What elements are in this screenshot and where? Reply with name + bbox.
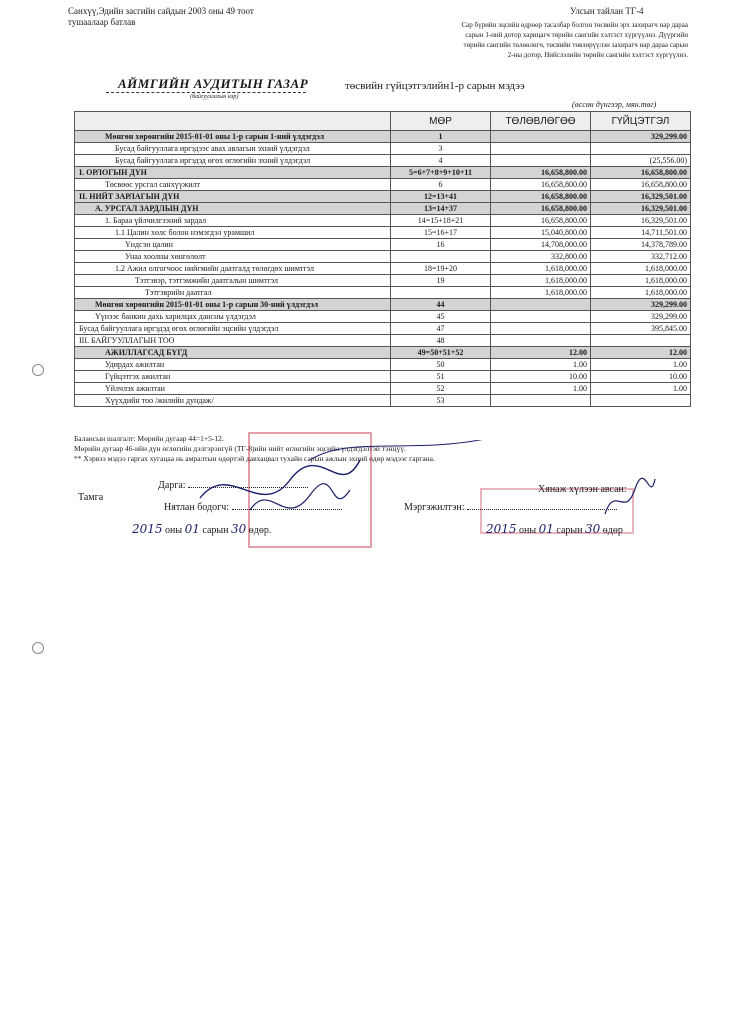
accountant-label: Нятлан бодогч: [164,502,230,513]
row-code: 15=16+17 [391,227,491,239]
row-label: II. НИЙТ ЗАРЛАГЫН ДҮН [75,191,391,203]
row-plan-value: 16,658,800.00 [491,191,591,203]
table-row [75,371,691,383]
stamp-label: Тамга [78,492,104,503]
row-plan-value [491,335,591,347]
reviewer-signature [600,474,660,524]
date-text: сарын [202,525,229,536]
balance-check-note: Балансын шалгалт: Мөрийн дугаар 44=1+5-12. [74,434,224,443]
row-actual-value [591,395,691,407]
organization-caption: (байгууллагын нэр) [190,94,239,100]
table-row [75,239,691,251]
row-label: Удирдах ажилтан [75,359,391,371]
table-row [75,227,691,239]
row-label: 1.2 Ажил олгогчоос нийгмийн даатгалд төлөгдөх шимтгэл [75,263,391,275]
handwritten-signatures [190,440,510,540]
month-handwritten: 01 [538,522,554,536]
row-label: Мөнгөн хөрөнгийн 2015-01-01 оны 1-р сарын 30-ний үлдэгдэл [75,299,391,311]
row-plan-value: 10.00 [491,371,591,383]
row-code: 3 [391,143,491,155]
table-row [75,299,691,311]
units-note: (өссөн дүнгээр, мян.төг) [572,100,657,109]
director-label: Дарга: [158,480,186,491]
row-code [391,287,491,299]
row-plan-value: 1,618,000.00 [491,287,591,299]
row-plan-value: 12.00 [491,347,591,359]
table-row [75,203,691,215]
row-label: Бусад байгууллага иргэдэд өгөх өглөгийн эцсийн үлдэгдэл [75,323,391,335]
row-plan-value: 14,708,000.00 [491,239,591,251]
date-text: өдөр. [248,525,272,536]
organization-underline [106,92,306,93]
row-actual-value: 12.00 [591,347,691,359]
row-code: 49=50+51+52 [391,347,491,359]
row-label: Хүүхдийн тоо /жилийн дундаж/ [75,395,391,407]
row-label: Тэтгэвэр, тэтгэмжийн даатгалын шимтгэл [75,275,391,287]
row-actual-value: 1,618,000.00 [591,275,691,287]
row-code: 12=13+41 [391,191,491,203]
row-code: 5=6+7+8+9+10+11 [391,167,491,179]
row-plan-value: 332,800.00 [491,251,591,263]
organization-name: АЙМГИЙН АУДИТЫН ГАЗАР [118,76,309,91]
table-row [75,215,691,227]
table-row [75,359,691,371]
date-text: өдөр [602,525,623,536]
row-plan-value: 16,658,800.00 [491,215,591,227]
table-row [75,287,691,299]
row-actual-value: 1.00 [591,359,691,371]
row-plan-value [491,323,591,335]
row-label: 1. Бараа үйлчилгээний зардал [75,215,391,227]
row-actual-value: 16,329,501.00 [591,203,691,215]
year-handwritten: 2015 [486,522,517,536]
payables-note: Мөрийн дугаар 46-ийн дүн өглөгийн дэлгэрэнгүй (ТГ-8)ийн нийт өглөгийн эцсийн үлдэгдэлтэй тэнцүү. [74,444,406,453]
row-plan-value: 16,658,800.00 [491,203,591,215]
row-code: 53 [391,395,491,407]
submission-note-line: төрийн сангийн төлөөлөгч, төсвийн төвлөрүүлэн захирагч нар дараа сарын [463,41,688,49]
document-title: төсвийн гүйцэтгэлийн1-р сарын мэдээ [345,80,525,92]
row-label: Бусад байгууллага иргэдээс авах авлагын эхний үлдэгдэл [75,143,391,155]
year-handwritten: 2015 [132,522,163,536]
row-plan-value: 1,618,000.00 [491,275,591,287]
row-actual-value [591,143,691,155]
row-code: 51 [391,371,491,383]
table-row [75,251,691,263]
approval-line-1: Санхүү,Эдийн засгийн сайдын 2003 оны 49 тоот [68,6,254,16]
table-row [75,275,691,287]
table-row [75,263,691,275]
row-plan-value [491,131,591,143]
month-handwritten: 01 [184,522,200,536]
row-label: III. БАЙГУУЛЛАГЫН ТОО [75,335,391,347]
row-actual-value: 1,618,000.00 [591,263,691,275]
table-row [75,167,691,179]
row-plan-value [491,143,591,155]
punch-hole [32,364,44,376]
day-handwritten: 30 [584,522,601,536]
date-text: оны [165,525,183,536]
table-row [75,383,691,395]
row-actual-value: 14,378,789.00 [591,239,691,251]
row-plan-value [491,155,591,167]
row-actual-value: 1,618,000.00 [591,287,691,299]
row-label: Мөнгөн хөрөнгийн 2015-01-01 оны 1-р сарын 1-ний үлдэгдэл [75,131,391,143]
table-row [75,335,691,347]
column-header: МӨР [391,112,491,131]
row-code: 16 [391,239,491,251]
budget-performance-table [74,111,691,407]
row-label: Гүйцэтгэх ажилтан [75,371,391,383]
column-header: ТӨЛӨВЛӨГӨӨ [491,112,591,131]
row-actual-value: (25,556.00) [591,155,691,167]
row-plan-value: 1.00 [491,383,591,395]
form-code: Улсын тайлан ТГ-4 [570,6,644,16]
row-plan-value [491,395,591,407]
row-plan-value: 16,658,800.00 [491,179,591,191]
table-row [75,155,691,167]
row-label: 1.1 Цалин хөлс болон нэмэгдэл урамшил [75,227,391,239]
row-plan-value: 16,658,800.00 [491,167,591,179]
row-code: 14=15+18+21 [391,215,491,227]
column-header: ГҮЙЦЭТГЭЛ [591,112,691,131]
table-header-row [75,112,691,131]
approval-note [68,6,254,28]
column-header [75,112,391,131]
table-row [75,347,691,359]
row-plan-value [491,299,591,311]
row-label: Бусад байгууллага иргэдэд өгөх өглөгийн эхний үлдэгдэл [75,155,391,167]
row-actual-value: 395,845.00 [591,323,691,335]
row-code: 6 [391,179,491,191]
row-actual-value: 16,329,501.00 [591,215,691,227]
date-text: оны [519,525,537,536]
row-label: АЖИЛЛАГСАД БҮГД [75,347,391,359]
row-actual-value: 329,299.00 [591,131,691,143]
table-row [75,311,691,323]
day-handwritten: 30 [230,522,247,536]
submission-note-line: 2-ны дотор, Нийслэлийн төрийн сангийн хэлтэст хүргүүлнэ. [507,51,688,59]
row-plan-value [491,311,591,323]
row-actual-value: 16,329,501.00 [591,191,691,203]
row-code: 52 [391,383,491,395]
row-code: 19 [391,275,491,287]
row-actual-value: 16,658,800.00 [591,179,691,191]
row-label: Үндсэн цалин [75,239,391,251]
table-row [75,131,691,143]
row-plan-value: 1.00 [491,359,591,371]
date-text: сарын [556,525,583,536]
row-code: 4 [391,155,491,167]
row-actual-value: 329,299.00 [591,311,691,323]
row-label: Тэтгэврийн даатгал [75,287,391,299]
table-row [75,179,691,191]
row-actual-value [591,335,691,347]
specialist-label: Мэргэжилтэн: [404,502,465,513]
row-code [391,251,491,263]
row-label: А. УРСГАЛ ЗАРДЛЫН ДҮН [75,203,391,215]
table-row [75,395,691,407]
row-code: 18=19+20 [391,263,491,275]
row-actual-value: 10.00 [591,371,691,383]
submission-note [388,20,688,60]
row-code: 47 [391,323,491,335]
row-label: I. ОРЛОГЫН ДҮН [75,167,391,179]
row-plan-value: 15,040,800.00 [491,227,591,239]
reviewer-label: Хянаж хүлээн авсан: [538,484,627,495]
row-actual-value: 14,711,501.00 [591,227,691,239]
row-actual-value: 16,658,800.00 [591,167,691,179]
holiday-note: ** Хэрвээ мэдээ гаргах хугацаа нь амралтын өдөртэй давхацвал тухайн сарын ажлын эхний өдөр мэдээг гаргана. [74,454,435,463]
table-row [75,323,691,335]
row-plan-value: 1,618,000.00 [491,263,591,275]
row-label: Төсвөөс урсгал санхүүжилт [75,179,391,191]
submission-note-line: сарын 1-ний дотор харицагч төрийн сангийн хэлтэст хүргүүлнэ. Дүүргийн [465,31,688,39]
row-label: Үйлчлэх ажилтан [75,383,391,395]
row-code: 13=14+37 [391,203,491,215]
row-actual-value: 329,299.00 [591,299,691,311]
punch-hole [32,642,44,654]
row-label: Унаа хоолны хөнгөлөлт [75,251,391,263]
table-row [75,191,691,203]
row-code: 50 [391,359,491,371]
row-code: 1 [391,131,491,143]
row-code: 44 [391,299,491,311]
row-code: 45 [391,311,491,323]
row-actual-value: 1.00 [591,383,691,395]
submission-note-line: Сар бүрийн эцсийн өдрөөр тасалбар болгон төсвийн эрх захирагч нар дараа [461,21,688,29]
row-code: 48 [391,335,491,347]
table-row [75,143,691,155]
row-label: Үүнээс банкин дахь харилцах дансны үлдэгдэл [75,311,391,323]
row-actual-value: 332,712.00 [591,251,691,263]
approval-line-2: тушаалаар батлав [68,17,136,27]
